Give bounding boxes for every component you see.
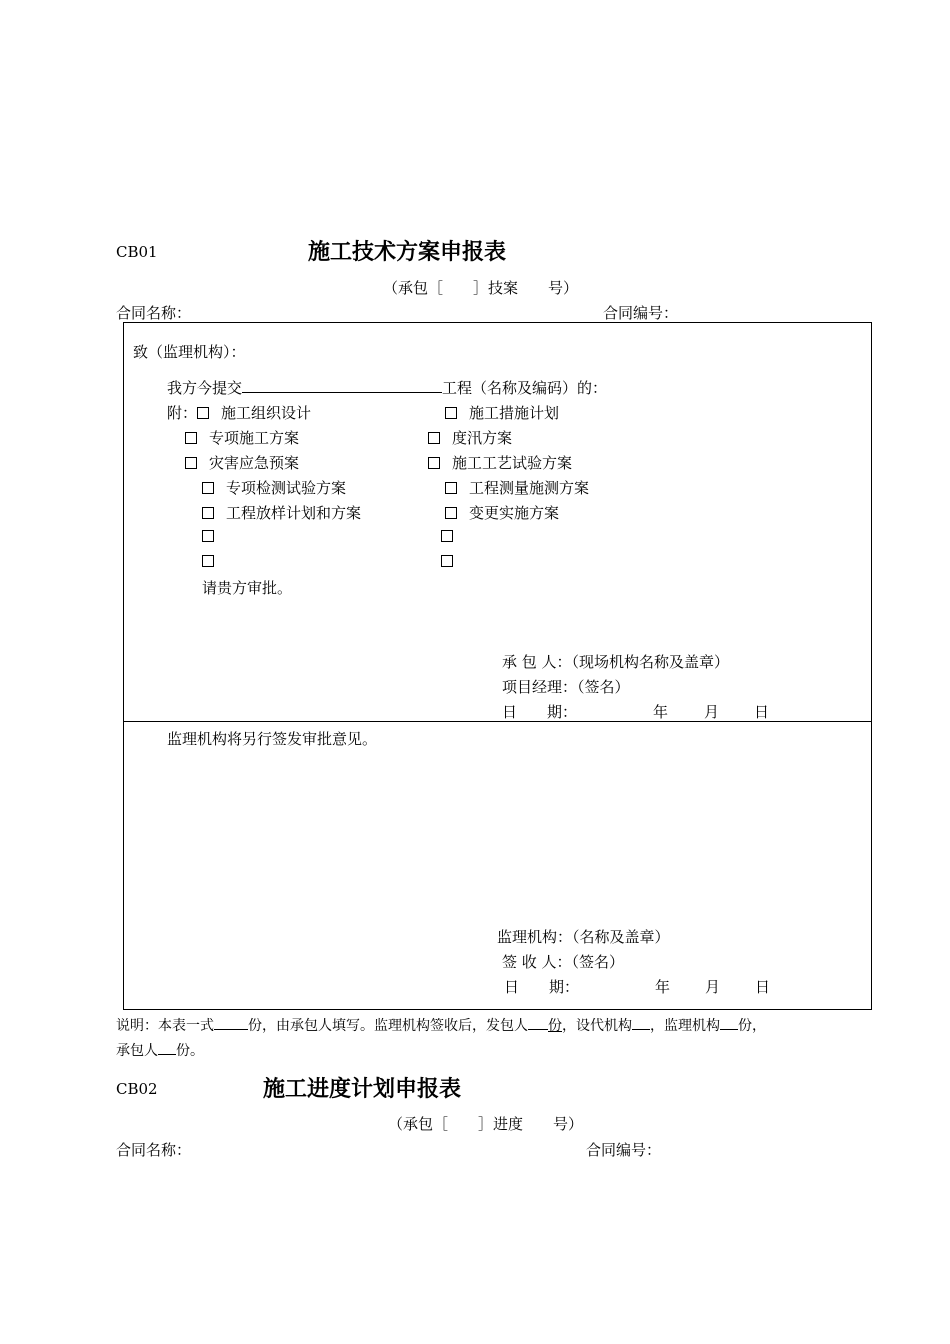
supervisor-line [497, 926, 670, 947]
option-label: 施工措施计划 [469, 404, 560, 422]
submit-suffix: 工程（名称及编码）的： [442, 379, 608, 397]
option-2 [445, 402, 559, 423]
option-6 [428, 452, 572, 473]
option-label: 工程放样计划和方案 [226, 504, 362, 522]
contractor-line [502, 651, 729, 672]
checkbox-icon[interactable] [445, 482, 457, 494]
note-text: 说明：本表一式 [116, 1018, 214, 1034]
checkbox-icon[interactable] [202, 482, 214, 494]
attach-label: 附： [167, 404, 198, 422]
form-title: 施工技术方案申报表 [308, 239, 507, 265]
form2-title: 施工进度计划申报表 [263, 1076, 462, 1102]
option-label: 施工工艺试验方案 [452, 454, 573, 472]
checkbox-icon[interactable] [441, 530, 453, 542]
receiver-line [502, 951, 624, 972]
option-10 [445, 502, 559, 523]
checkbox-icon[interactable] [441, 555, 453, 567]
copies-blank[interactable] [720, 1015, 738, 1030]
option-7 [202, 477, 346, 498]
attach-row-1 [167, 402, 311, 423]
checkbox-icon[interactable] [445, 507, 457, 519]
option-4 [428, 427, 512, 448]
month-label-2: 月 [705, 978, 721, 996]
option-label: 专项检测试验方案 [226, 479, 347, 497]
note-text: 份。 [176, 1043, 204, 1059]
note-text: 份， [738, 1018, 766, 1034]
submit-line [167, 377, 607, 398]
copies-blank[interactable] [158, 1040, 176, 1055]
option-label: 灾害应急预案 [209, 454, 300, 472]
contractor-label: 承 包 人： [502, 653, 572, 671]
checkbox-icon[interactable] [202, 555, 214, 567]
form-code: CB01 [116, 243, 158, 261]
pm-sign-note: （签名） [577, 678, 630, 696]
checkbox-icon[interactable] [428, 432, 440, 444]
form2-contract-name-label: 合同名称： [116, 1141, 192, 1159]
form2-code: CB02 [116, 1080, 158, 1098]
checkbox-icon[interactable] [428, 457, 440, 469]
option-label: 专项施工方案 [209, 429, 300, 447]
supervision-text: 监理机构将另行签发审批意见。 [167, 730, 378, 748]
copies-blank[interactable] [632, 1015, 650, 1030]
form-subtitle: （承包［ ］技案 号） [383, 279, 579, 297]
form-note-line-1 [116, 1015, 766, 1035]
note-text: 承包人 [116, 1043, 158, 1059]
note-text: ，设代机构 [562, 1018, 632, 1034]
option-3 [185, 427, 299, 448]
request-text: 请贵方审批。 [202, 579, 293, 597]
date-label-2: 日 期： [504, 978, 580, 996]
checkbox-icon[interactable] [445, 407, 457, 419]
project-name-blank[interactable] [242, 378, 442, 393]
contractor-note: （现场机构名称及盖章） [571, 653, 730, 671]
pm-line [502, 676, 630, 697]
option-blank-1 [202, 527, 226, 545]
to-supervision-label: 致（监理机构）： [133, 343, 246, 361]
option-9 [202, 502, 361, 523]
form-table [123, 322, 872, 1010]
copies-blank[interactable] [528, 1015, 548, 1030]
checkbox-icon[interactable] [202, 530, 214, 542]
option-8 [445, 477, 589, 498]
checkbox-icon[interactable] [185, 457, 197, 469]
receiver-note: （签名） [571, 953, 625, 971]
option-blank-4 [441, 552, 465, 570]
option-blank-3 [202, 552, 226, 570]
contract-name-label: 合同名称： [116, 304, 192, 322]
form2-subtitle: （承包［ ］进度 号） [388, 1115, 584, 1133]
day-label-2: 日 [755, 978, 771, 996]
option-label: 变更实施方案 [469, 504, 560, 522]
note-text: 份，由承包人填写。监理机构签收后，发包人 [248, 1018, 528, 1034]
supervisor-note: （名称及盖章） [572, 928, 670, 946]
checkbox-icon[interactable] [197, 407, 209, 419]
checkbox-icon[interactable] [202, 507, 214, 519]
date-label-1: 日 期： [502, 703, 578, 721]
note-text: ，监理机构 [650, 1018, 720, 1034]
note-text: 份 [548, 1018, 562, 1034]
option-label: 工程测量施测方案 [469, 479, 590, 497]
supervisor-label: 监理机构： [497, 928, 573, 946]
month-label-1: 月 [704, 703, 720, 721]
copies-blank[interactable] [214, 1015, 248, 1030]
contract-no-label: 合同编号： [603, 304, 679, 322]
option-5 [185, 452, 299, 473]
submit-prefix: 我方今提交 [167, 379, 243, 397]
receiver-label: 签 收 人： [502, 953, 572, 971]
option-blank-2 [441, 527, 465, 545]
checkbox-icon[interactable] [185, 432, 197, 444]
day-label-1: 日 [754, 703, 770, 721]
form2-contract-no-label: 合同编号： [586, 1141, 662, 1159]
form-note-line-2 [116, 1040, 204, 1060]
option-label: 度汛方案 [452, 429, 513, 447]
pm-label: 项目经理： [502, 678, 578, 696]
option-label: 施工组织设计 [221, 404, 312, 422]
year-label-1: 年 [653, 703, 669, 721]
year-label-2: 年 [655, 978, 671, 996]
